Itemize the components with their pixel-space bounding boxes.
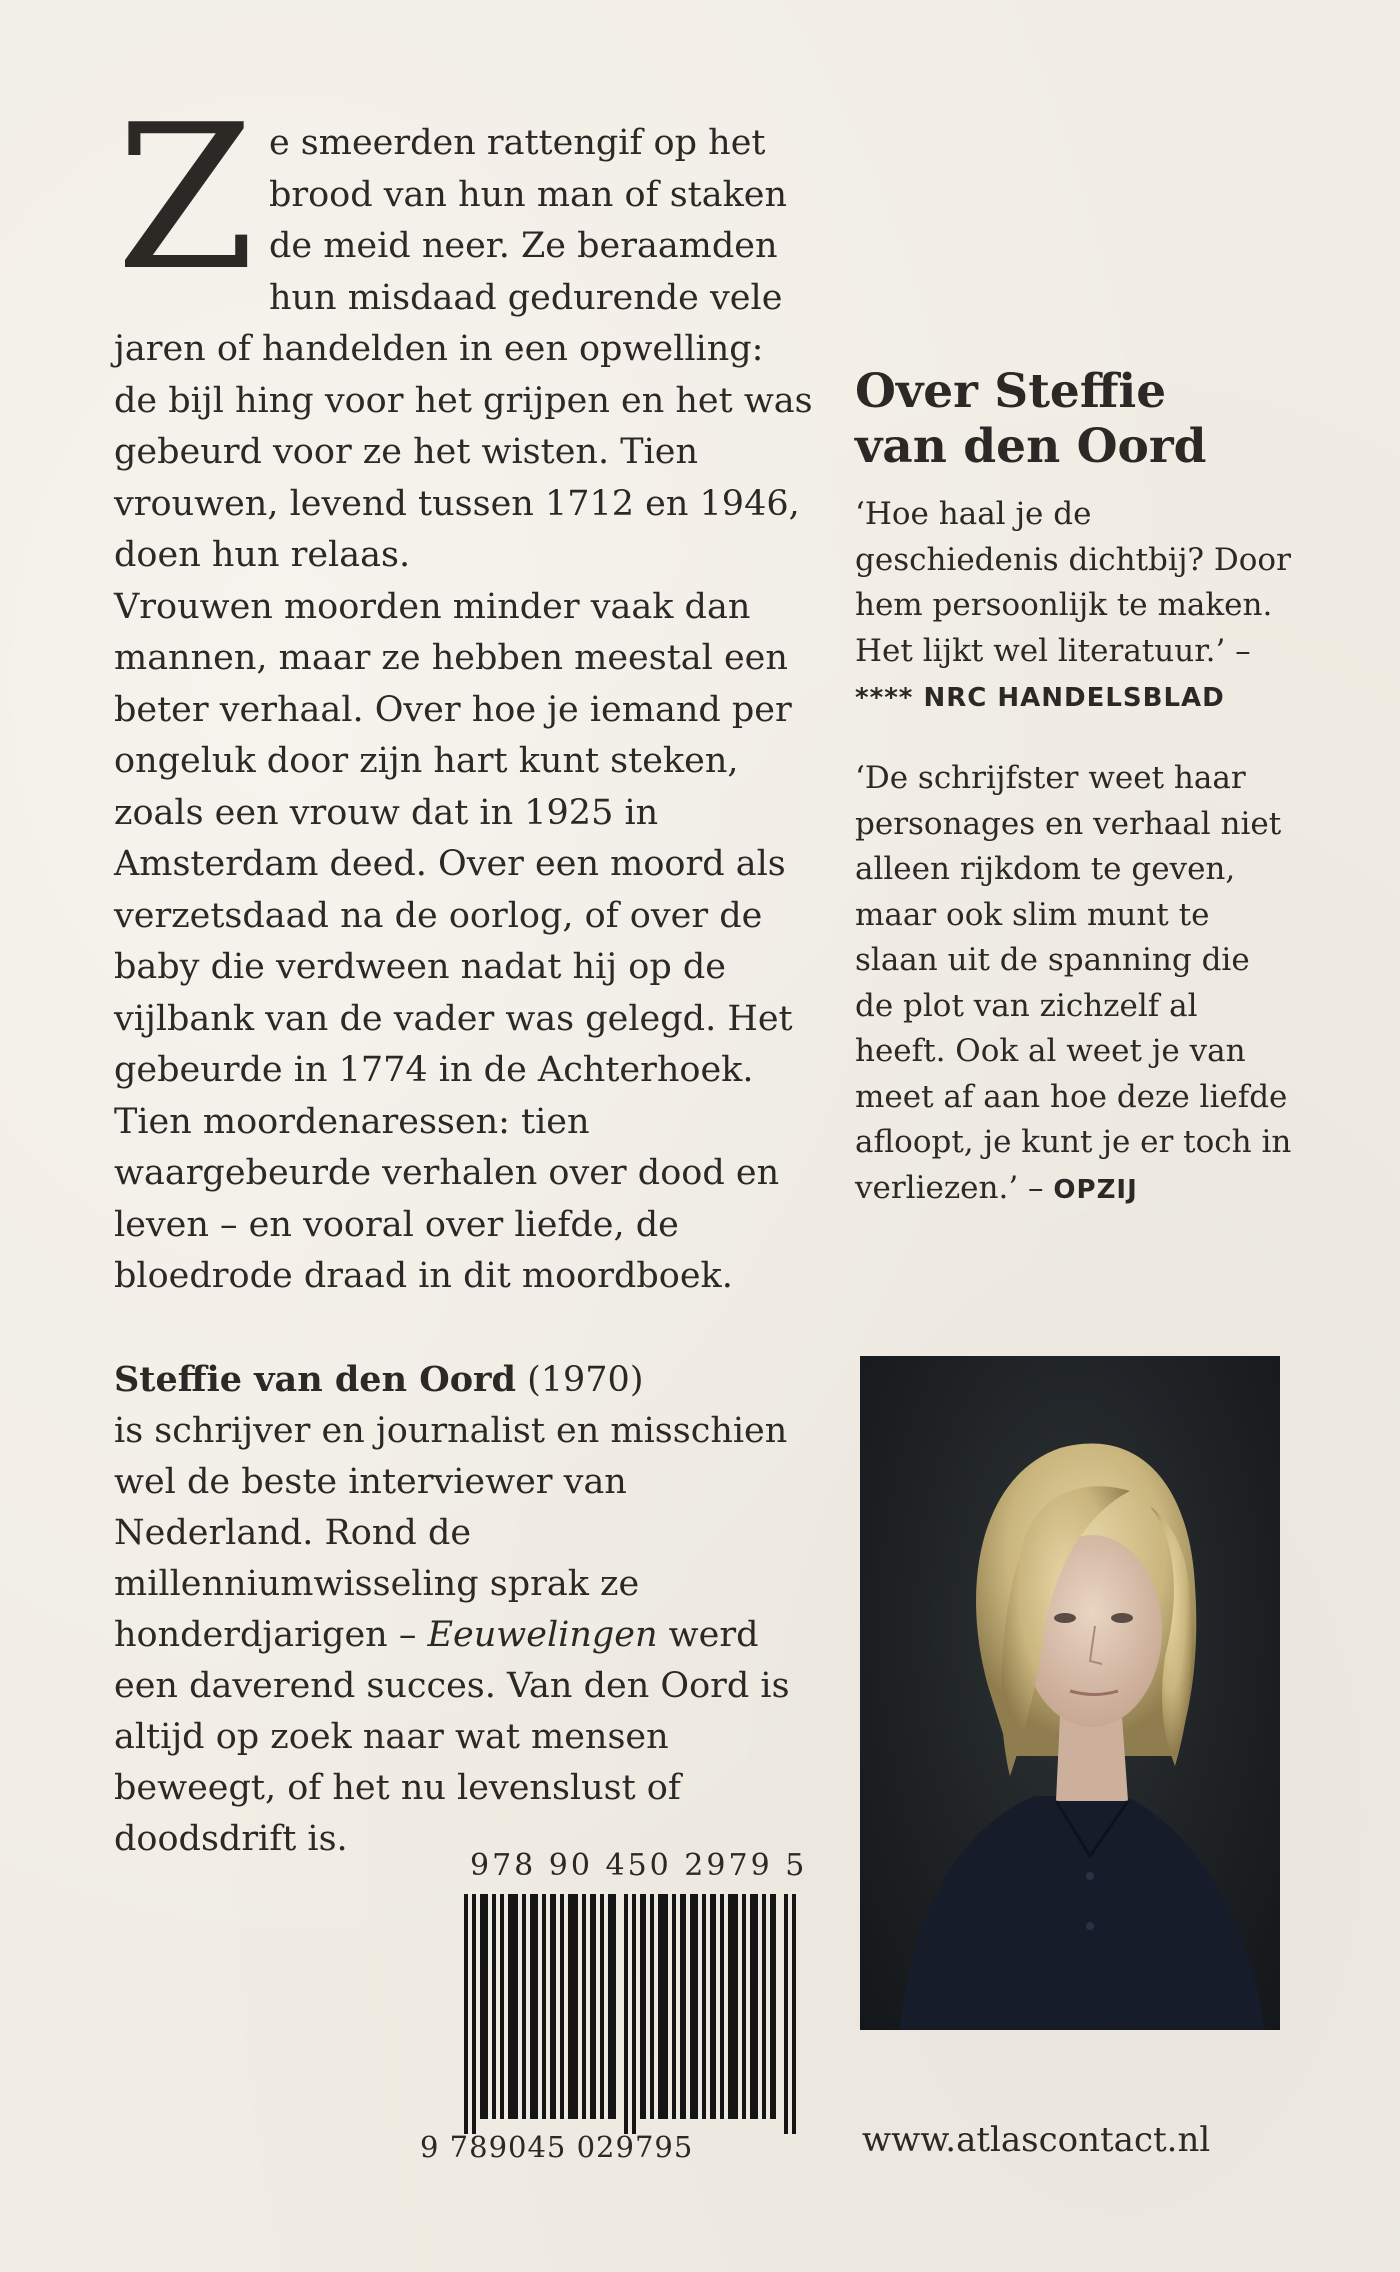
author-photo xyxy=(860,1356,1280,2030)
barcode-area xyxy=(420,1848,808,2178)
bio-text-1: is schrijver en journalist en misschien wel de beste interviewer van Nederland. Rond de millenniumwisseling sprak ze honderdjarigen – xyxy=(114,1411,788,1655)
author-name: Steffie van den Oord xyxy=(114,1359,516,1400)
about-heading-line-2: van den Oord xyxy=(855,419,1207,474)
isbn-barcode-digits: 9 789045 029795 xyxy=(420,2130,694,2164)
synopsis-text-2: Vrouwen moorden minder vaak dan mannen, maar ze hebben meestal een beter verhaal. Over hoe je iemand per ongeluk door zijn hart kunt steken, zoals een vrouw dat in 1925 in Amsterdam deed. Over een moord als verzetsdaad na de oorlog, of over de baby die verdween nadat hij op de vijlbank van de vader was gelegd. Het gebeurde in 1774 in de Achterhoek. Tien moordenaressen: tien waargebeurde verhalen over dood en leven – en vooral over liefde, de bloedrode draad in dit moordboek. xyxy=(114,586,793,1296)
back-cover-text xyxy=(114,82,814,1859)
review-source-2: OPZIJ xyxy=(1053,1174,1138,1205)
book-title: Eeuwelingen xyxy=(427,1615,658,1655)
author-birth-year: (1970) xyxy=(527,1360,644,1400)
isbn-number: 978 90 450 2979 5 xyxy=(470,1848,808,1883)
review-quote-1: ‘Hoe haal je de geschiedenis dichtbij? Door hem persoonlijk te maken. Het lijkt wel literatuur.’ – xyxy=(855,496,1291,669)
review-source-1: **** NRC HANDELSBLAD xyxy=(855,683,1225,713)
review-column xyxy=(855,364,1295,1213)
publisher-website: www.atlascontact.nl xyxy=(862,2120,1211,2160)
barcode-icon xyxy=(464,1894,800,2134)
synopsis-text: e smeerden rattengif op het brood van hun man of staken de meid neer. Ze beraamden hun misdaad gedurende vele jaren of handelden in een opwelling: de bijl hing voor het grijpen en het was gebeurd voor ze het wisten. Tien vrouwen, levend tussen 1712 en 1946, doen hun relaas. xyxy=(114,123,813,575)
about-heading xyxy=(855,364,1295,474)
author-bio xyxy=(114,1354,814,1865)
review-quote-2-text: ‘De schrijfster weet haar personages en verhaal niet alleen rijkdom te geven, maar ook slim munt te slaan uit de spanning die de plot van zichzelf al heeft. Ook al weet je van meet af aan hoe deze liefde afloopt, je kunt je er toch in verliezen.’ – xyxy=(855,760,1292,1206)
author-portrait-illustration xyxy=(860,1356,1280,2030)
drop-cap: Z xyxy=(116,82,255,315)
about-heading-line-1: Over Steffie xyxy=(855,364,1167,419)
synopsis-paragraph xyxy=(114,82,814,1303)
review-quote-2 xyxy=(855,756,1295,1213)
bio-text-2: werd een daverend succes. Van den Oord is altijd op zoek naar wat mensen beweegt, of het nu levenslust of doodsdrift is. xyxy=(114,1615,790,1859)
